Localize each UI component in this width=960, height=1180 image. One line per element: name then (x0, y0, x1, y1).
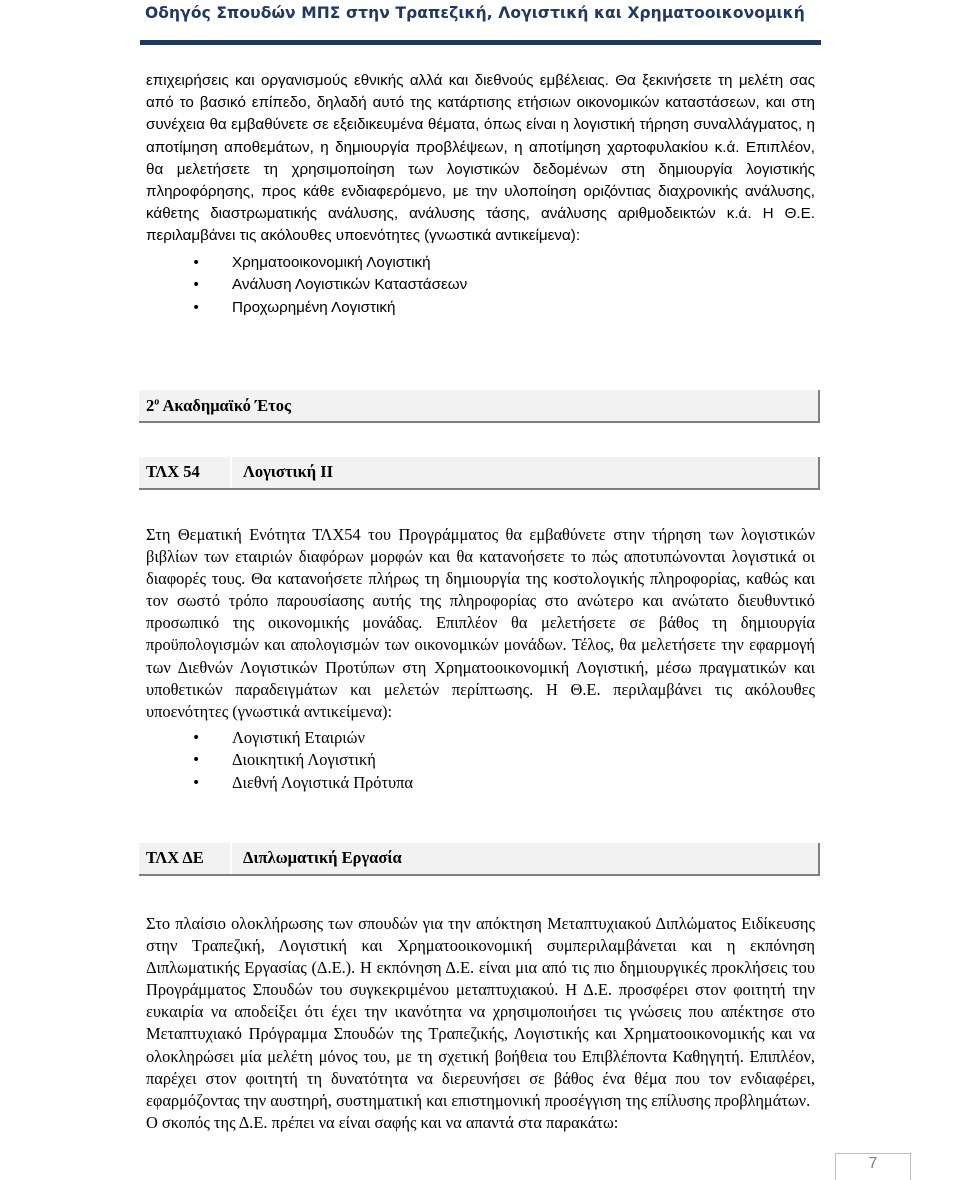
list-item: • Διεθνή Λογιστικά Πρότυπα (146, 772, 815, 795)
course-heading-tlx54 (139, 457, 820, 490)
course-title: Διπλωματική Εργασία (243, 848, 402, 867)
list-item: • Λογιστική Εταιριών (146, 727, 815, 750)
course1-section (146, 524, 815, 795)
list-item: • Ανάλυση Λογιστικών Καταστάσεων (146, 274, 815, 297)
academic-year-heading (139, 390, 820, 423)
course2-paragraph: Στο πλαίσιο ολοκλήρωσης των σπουδών για την απόκτηση Μεταπτυχιακού Διπλώματος Ειδίκευσης στην Τραπεζική, Λογιστική και Χρηματοοικονομική συμπεριλαμβάνεται και η εκπόνηση Διπλωματικής Εργασίας (Δ.Ε.). Η εκπόνηση Δ.Ε. είναι μια από τις πιο δημιουργικές προκλήσεις του Προγράμματος Σπουδών του συγκεκριμένου μεταπτυχιακού. Η Δ.Ε. προσφέρει στον φοιτητή την ευκαιρία να αποδείξει ότι έχει την ικανότητα να χρησιμοποιήσει τις γνώσεις που απέκτησε στο Μεταπτυχιακό Πρόγραμμα Σπουδών της Τραπεζικής, Λογιστικής και Χρηματοοικονομικής και να ολοκληρώσει μία μελέτη μόνος του, με τη σχετική βοήθεια του Επιβλέποντα Καθηγητή. Επιπλέον, παρέχει στον φοιτητή τη δυνατότητα να διερευνήσει σε βάθος ένα θέμα που τον ενδιαφέρει, εφαρμόζοντας την αυστηρή, συστηματική και επιστημονική προσέγγιση της επίλυσης προβλημάτων. (146, 914, 815, 1110)
course-heading-divider (230, 457, 232, 488)
year-text: Ακαδημαϊκό Έτος (159, 396, 291, 415)
year-suffix: ο (154, 396, 160, 408)
course1-paragraph: Στη Θεματική Ενότητα ΤΛΧ54 του Προγράμματος θα εμβαθύνετε στην τήρηση των λογιστικών βιβλίων των εταιριών διαφόρων μορφών και θα κατανοήσετε το πώς αποτυπώνονται λογιστικά οι διαφορές τους. Θα κατανοήσετε πλήρως τη δημιουργία της κοστολογικής πληροφορίας, καθώς και τον σωστό τρόπο παρουσίασης αυτής της πληροφορίας στο ανώτερο και ανώτατο διευθυντικό προσωπικό της οικονομικής μονάδας. Επιπλέον θα μελετήσετε σε βάθος τη δημιουργία προϋπολογισμών και απολογισμών των οικονομικών μονάδων. Τέλος, θα μελετήσετε την εφαρμογή των Διεθνών Λογιστικών Προτύπων στη Χρηματοοικονομική Λογιστική, μέσω πραγματικών και υποθετικών παραδειγμάτων και μελετών περίπτωσης. Η Θ.Ε. περιλαμβάνει τις ακόλουθες υποενότητες (γνωστικά αντικείμενα): (146, 525, 815, 721)
page-number-box (835, 1153, 911, 1180)
course2-last-line: Ο σκοπός της Δ.Ε. πρέπει να είναι σαφής και να απαντά στα παρακάτω: (146, 1112, 619, 1132)
list-item: • Προχωρημένη Λογιστική (146, 297, 815, 320)
course1-topic-list (146, 727, 815, 795)
course2-section (146, 913, 815, 1134)
intro-section (146, 70, 815, 319)
course-code: ΤΛΧ 54 (146, 462, 200, 481)
course-heading-thesis (139, 843, 820, 876)
academic-year-label (146, 396, 291, 416)
header-rule (140, 40, 821, 45)
course-heading-divider (230, 843, 232, 874)
list-item: • Χρηματοοικονομική Λογιστική (146, 252, 815, 275)
page-number: 7 (868, 1155, 878, 1172)
course-title: Λογιστική ΙΙ (243, 462, 334, 481)
intro-topic-list (146, 252, 815, 320)
course-code: ΤΛΧ ΔΕ (146, 848, 204, 867)
list-item: • Διοικητική Λογιστική (146, 749, 815, 772)
intro-paragraph: επιχειρήσεις και οργανισμούς εθνικής αλλά και διεθνούς εμβέλειας. Θα ξεκινήσετε τη μελέτη σας από το βασικό επίπεδο, δηλαδή αυτό της κατάρτισης ετήσιων οικονομικών καταστάσεων, και στη συνέχεια θα εμβαθύνετε σε εξειδικευμένα θέματα, όπως είναι η λογιστική τήρηση συναλλάγματος, η αποτίμηση αποθεμάτων, η δημιουργία προβλέψεων, η αποτίμηση χαρτοφυλακίου κ.ά. Επιπλέον, θα μελετήσετε τη χρησιμοποίηση των λογιστικών δεδομένων στη δημιουργία λογιστικής πληροφόρησης, προς κάθε ενδιαφερόμενο, με την υλοποίηση οριζόντιας διαχρονικής ανάλυσης, κάθετης διαστρωματικής ανάλυσης, ανάλυσης τάσης, ανάλυσης αριθμοδεικτών κ.ά. Η Θ.Ε. περιλαμβάνει τις ακόλουθες υποενότητες (γνωστικά αντικείμενα): (146, 72, 815, 245)
year-number: 2 (146, 396, 155, 415)
running-header: Οδηγός Σπουδών ΜΠΣ στην Τραπεζική, Λογιστική και Χρηματοοικονομική (145, 4, 805, 22)
